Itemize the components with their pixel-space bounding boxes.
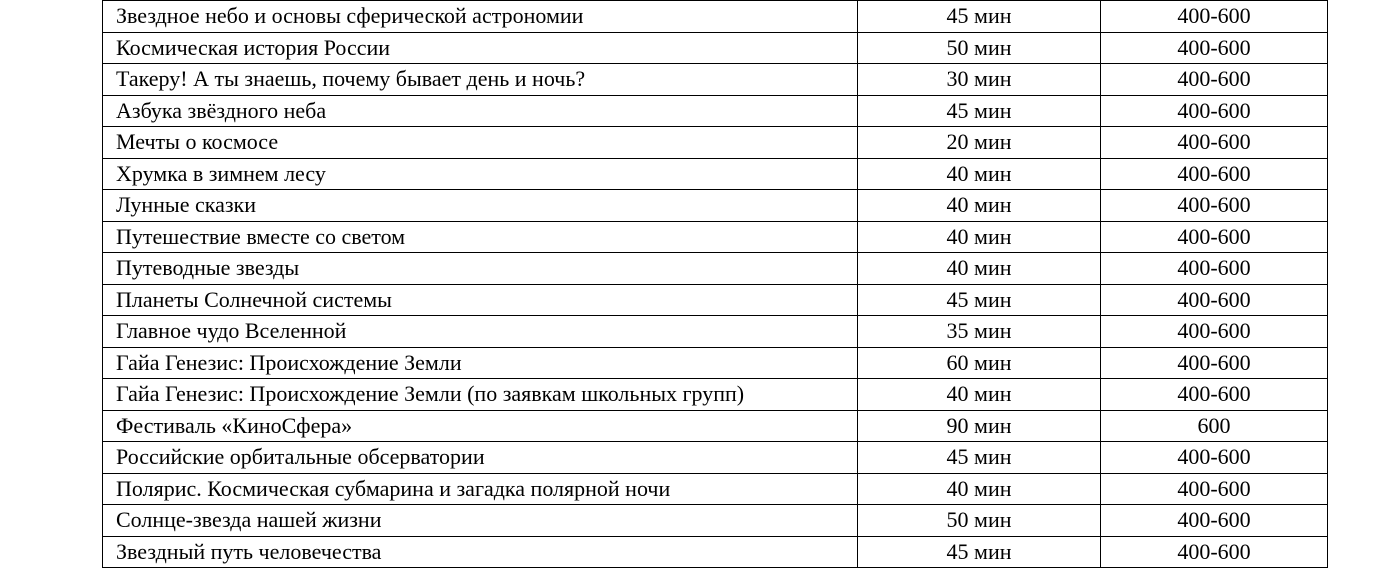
duration-cell: 40 мин	[858, 473, 1101, 505]
duration-cell: 45 мин	[858, 284, 1101, 316]
price-cell: 400-600	[1101, 158, 1328, 190]
program-title-cell: Путеводные звезды	[103, 253, 858, 285]
table-row	[103, 284, 1328, 316]
duration-cell: 45 мин	[858, 1, 1101, 33]
table-row	[103, 95, 1328, 127]
price-cell: 400-600	[1101, 190, 1328, 222]
program-title-cell: Звездный путь человечества	[103, 536, 858, 568]
program-title-cell: Мечты о космосе	[103, 127, 858, 159]
duration-cell: 90 мин	[858, 410, 1101, 442]
duration-cell: 20 мин	[858, 127, 1101, 159]
table-row	[103, 64, 1328, 96]
table-row	[103, 158, 1328, 190]
table-row	[103, 316, 1328, 348]
price-cell: 400-600	[1101, 1, 1328, 33]
program-schedule-table	[102, 0, 1328, 568]
duration-cell: 45 мин	[858, 442, 1101, 474]
price-cell: 400-600	[1101, 64, 1328, 96]
price-cell: 400-600	[1101, 379, 1328, 411]
price-cell: 400-600	[1101, 284, 1328, 316]
program-title-cell: Солнце-звезда нашей жизни	[103, 505, 858, 537]
table-row	[103, 127, 1328, 159]
table-row	[103, 473, 1328, 505]
table-row	[103, 190, 1328, 222]
program-title-cell: Космическая история России	[103, 32, 858, 64]
duration-cell: 50 мин	[858, 32, 1101, 64]
program-title-cell: Российские орбитальные обсерватории	[103, 442, 858, 474]
table-row	[103, 221, 1328, 253]
price-cell: 400-600	[1101, 347, 1328, 379]
table-row	[103, 32, 1328, 64]
price-cell: 400-600	[1101, 505, 1328, 537]
duration-cell: 40 мин	[858, 253, 1101, 285]
program-title-cell: Звездное небо и основы сферической астрономии	[103, 1, 858, 33]
price-cell: 400-600	[1101, 221, 1328, 253]
duration-cell: 30 мин	[858, 64, 1101, 96]
duration-cell: 45 мин	[858, 95, 1101, 127]
price-cell: 400-600	[1101, 316, 1328, 348]
program-title-cell: Лунные сказки	[103, 190, 858, 222]
price-cell: 400-600	[1101, 473, 1328, 505]
price-cell: 400-600	[1101, 95, 1328, 127]
price-cell: 600	[1101, 410, 1328, 442]
table-row	[103, 442, 1328, 474]
table-row	[103, 379, 1328, 411]
program-title-cell: Фестиваль «КиноСфера»	[103, 410, 858, 442]
program-title-cell: Главное чудо Вселенной	[103, 316, 858, 348]
price-cell: 400-600	[1101, 536, 1328, 568]
program-title-cell: Планеты Солнечной системы	[103, 284, 858, 316]
duration-cell: 40 мин	[858, 221, 1101, 253]
table-row	[103, 410, 1328, 442]
price-cell: 400-600	[1101, 253, 1328, 285]
table-row	[103, 1, 1328, 33]
program-title-cell: Гайа Генезис: Происхождение Земли (по заявкам школьных групп)	[103, 379, 858, 411]
program-title-cell: Азбука звёздного неба	[103, 95, 858, 127]
program-title-cell: Хрумка в зимнем лесу	[103, 158, 858, 190]
program-title-cell: Полярис. Космическая субмарина и загадка полярной ночи	[103, 473, 858, 505]
program-title-cell: Путешествие вместе со светом	[103, 221, 858, 253]
price-cell: 400-600	[1101, 127, 1328, 159]
duration-cell: 40 мин	[858, 379, 1101, 411]
duration-cell: 35 мин	[858, 316, 1101, 348]
duration-cell: 60 мин	[858, 347, 1101, 379]
duration-cell: 40 мин	[858, 190, 1101, 222]
table-row	[103, 536, 1328, 568]
duration-cell: 50 мин	[858, 505, 1101, 537]
program-title-cell: Гайа Генезис: Происхождение Земли	[103, 347, 858, 379]
table-row	[103, 253, 1328, 285]
price-cell: 400-600	[1101, 32, 1328, 64]
duration-cell: 40 мин	[858, 158, 1101, 190]
price-cell: 400-600	[1101, 442, 1328, 474]
schedule-table-body	[103, 1, 1328, 568]
table-row	[103, 505, 1328, 537]
program-title-cell: Такеру! А ты знаешь, почему бывает день и ночь?	[103, 64, 858, 96]
duration-cell: 45 мин	[858, 536, 1101, 568]
table-row	[103, 347, 1328, 379]
